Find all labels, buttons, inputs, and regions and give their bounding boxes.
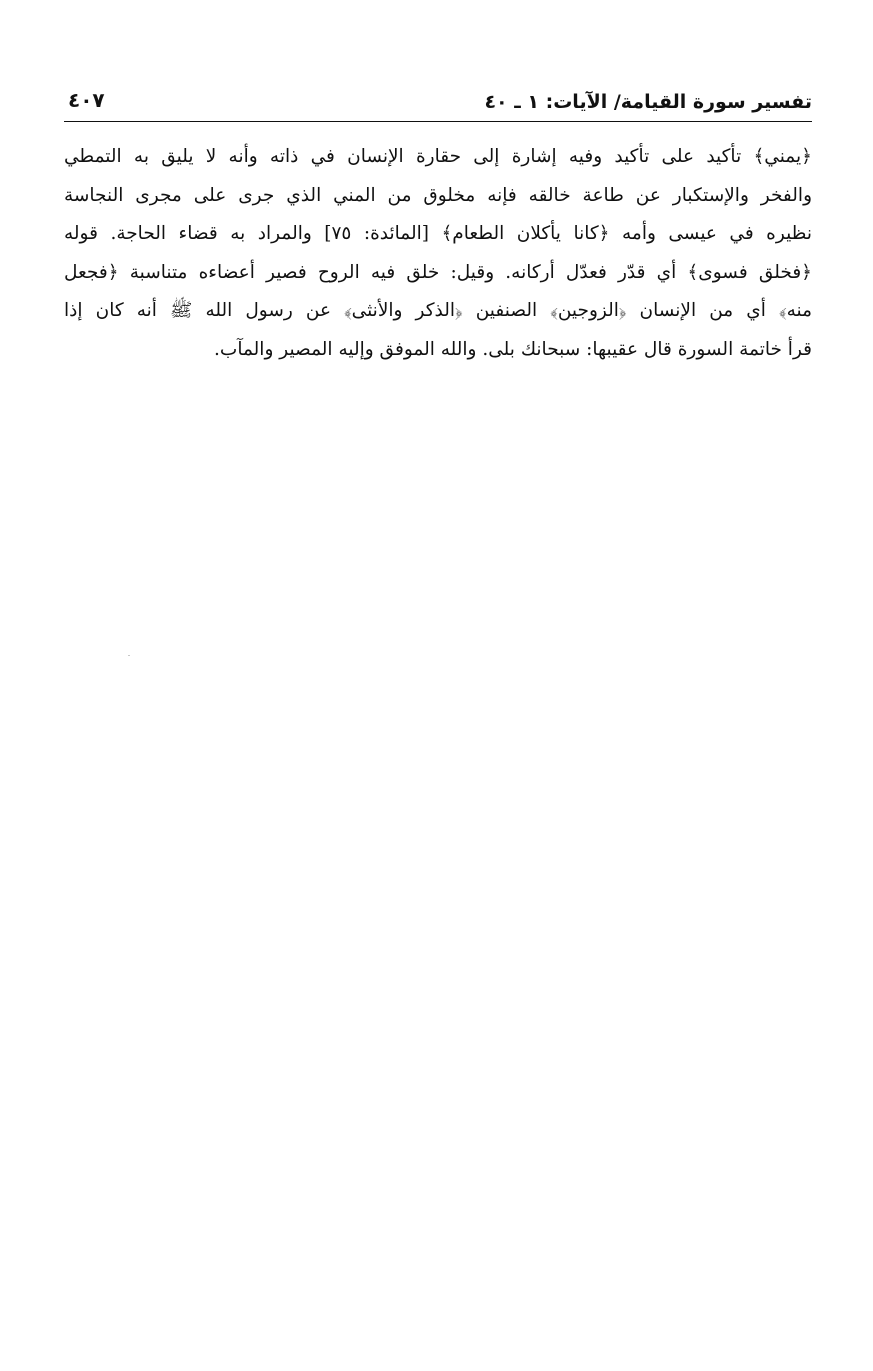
- text-line-2: والفخر والإستكبار عن طاعة خالقه فإنه مخلوق من المني الذي جرى على مجرى النجاسة: [64, 184, 812, 206]
- text-line-1: ﴿يمني﴾ تأكيد على تأكيد وفيه إشارة إلى حقارة الإنسان في ذاته وأنه لا يليق به التمطي: [64, 146, 812, 167]
- scan-speck: [128, 655, 130, 656]
- header-divider: [64, 121, 812, 122]
- text-line-6: قرأ خاتمة السورة قال عقيبها: سبحانك بلى. والله الموفق وإليه المصير والمآب.: [214, 338, 812, 360]
- running-header: [64, 88, 812, 122]
- text-line-3: نظيره في عيسى وأمه ﴿كانا يأكلان الطعام﴾ [المائدة: ٧٥] والمراد به قضاء الحاجة. قوله: [64, 223, 812, 244]
- page-number: ٤٠٧: [68, 88, 105, 112]
- running-header-title: تفسير سورة القيامة/ الآيات: ١ ـ ٤٠: [484, 91, 812, 113]
- commentary-paragraph: [64, 138, 812, 369]
- text-line-4: ﴿فخلق فسوى﴾ أي قدّر فعدّل أركانه. وقيل: خلق فيه الروح فصير أعضاءه متناسبة ﴿فجعل: [64, 261, 812, 283]
- text-line-5: منه﴾ أي من الإنسان ﴿الزوجين﴾ الصنفين ﴿الذكر والأنثى﴾ عن رسول الله ﷺ أنه كان إذا: [64, 300, 812, 321]
